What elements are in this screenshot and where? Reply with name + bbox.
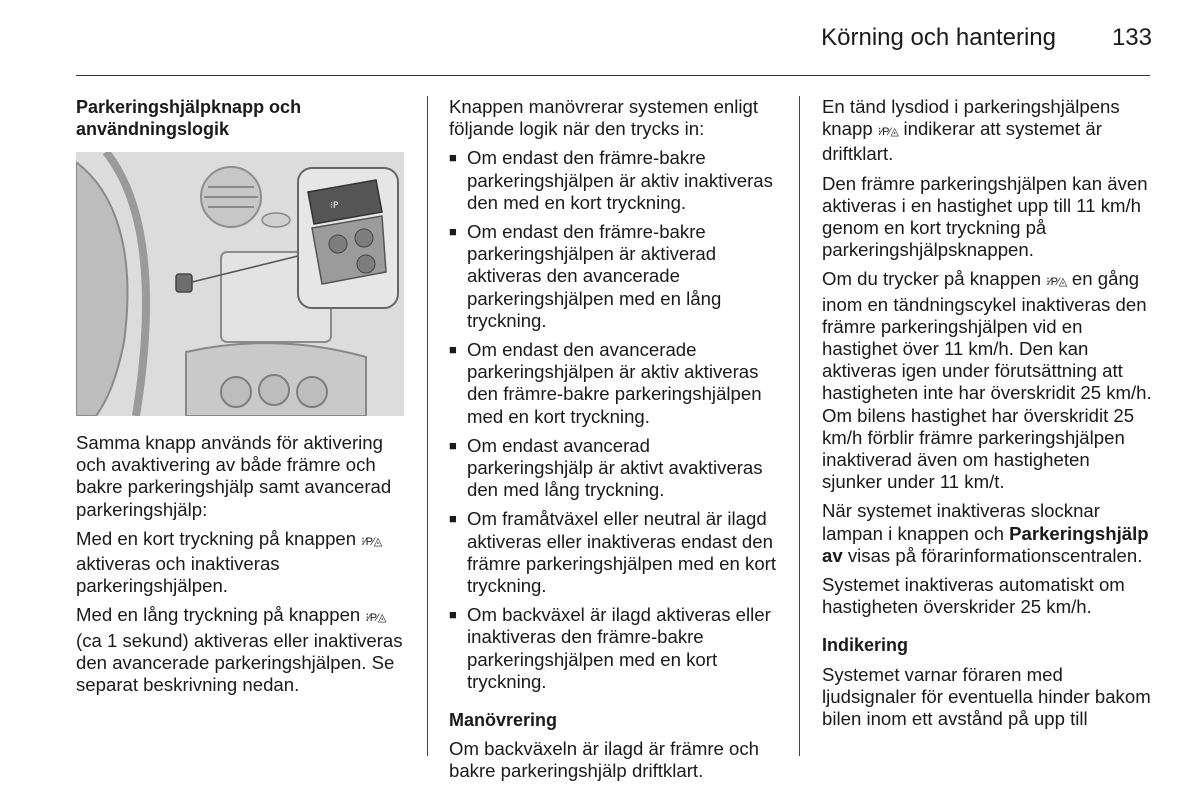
text-fragment: När systemet inaktiveras slocknar lampan i knappen och: [822, 500, 1100, 544]
list-item: ■ Om backväxel är ilagd aktiveras eller inaktiveras den främre-bakre parkeringshjälpen med en kort tryckning.: [449, 604, 779, 693]
list-item: ■ Om framåtväxel eller neutral är ilagd aktiveras eller inaktiveras endast den främre parkeringshjälpen med en kort tryckning.: [449, 508, 779, 597]
page-number: 133: [1111, 24, 1152, 51]
column-2: [449, 96, 779, 790]
list-item: ■ Om endast den främre-bakre parkeringshjälpen är aktiverad aktiveras den avancerade parkeringshjälpen med en lång tryckning.: [449, 221, 779, 332]
paragraph-long-press: [76, 604, 411, 696]
intro-paragraph: Knappen manövrerar systemen enligt följande logik när den trycks in:: [449, 96, 759, 140]
park-assist-icon: ⁝⁄P⁄◬: [877, 126, 899, 139]
paragraph-short-press: [76, 528, 411, 598]
park-assist-icon: ⁝⁄P⁄◬: [365, 612, 386, 625]
column-3: [822, 96, 1152, 737]
text-fragment: Om du trycker på knappen: [822, 268, 1042, 290]
column-divider-2: [799, 96, 800, 756]
list-item: ■ Om endast avancerad parkeringshjälp är aktivt avaktiveras den med lång tryckning.: [449, 435, 779, 502]
paragraph: Den främre parkeringshjälpen kan även aktiveras i en hastighet upp till 11 km/h genom en kort tryckning på parkeringshjälpsknappen.: [822, 172, 1148, 261]
text-fragment: indikerar att systemet är driftklart.: [822, 118, 1102, 165]
text-fragment: En tänd lysdiod i parkeringshjälpens knapp: [822, 96, 1120, 140]
paragraph-led: [822, 96, 1152, 166]
text-fragment: Med en lång tryckning på knappen: [76, 604, 361, 626]
paragraph: Samma knapp används för aktivering och avaktivering av både främre och bakre parkeringshjälp samt avancerad parkeringshjälp:: [76, 432, 392, 520]
text-fragment: Med en kort tryckning på knappen: [76, 527, 357, 549]
section-heading: Indikering: [822, 635, 909, 656]
column-1-body: [76, 432, 411, 703]
paragraph-speed: [822, 268, 1152, 493]
column-1: [76, 96, 411, 147]
paragraph: Om backväxeln är ilagd är främre och bakre parkeringshjälp driftklart.: [449, 738, 760, 782]
park-assist-icon: ⁝⁄P⁄◬: [1046, 276, 1067, 289]
paragraph-deactivate: [822, 500, 1152, 567]
display-message: Parkeringshjälp av: [822, 522, 1149, 566]
paragraph: Systemet varnar föraren med ljudsignaler för eventuella hinder bakom bilen inom ett avstånd på upp till: [822, 663, 1151, 730]
list-item: ■ Om endast den avancerade parkeringshjälpen är aktiv aktiveras den främre-bakre parkeringshjälpen med en kort tryckning.: [449, 339, 779, 428]
section-heading: Parkeringshjälpknapp och användningslogik: [76, 97, 302, 140]
dashboard-illustration: [76, 152, 404, 416]
svg-text:⁝P: ⁝P: [330, 201, 339, 211]
paragraph: Systemet inaktiveras automatiskt om hastigheten överskrider 25 km/h.: [822, 574, 1125, 618]
column-divider-1: [427, 96, 428, 756]
logic-list: [449, 147, 779, 693]
park-assist-icon: ⁝⁄P⁄◬: [361, 535, 382, 548]
section-heading: Manövrering: [449, 710, 558, 731]
text-fragment: visas på förarinformationscentralen.: [847, 544, 1143, 566]
page-header-title: Körning och hantering: [821, 24, 1056, 51]
text-fragment: en gång inom en tändningscykel inaktiveras den främre parkeringshjälpen vid en hastighet över 11 km/h. Den kan aktiveras igen under förutsättning att hastigheten inte har överskridit 25 km/h. Om bilens hastighet har överskridit 25 km/h förblir främre parkeringshjälpen inaktiverad även om hastigheten sjunker under 11 km/t.: [822, 268, 1152, 493]
list-item: ■ Om endast den främre-bakre parkeringshjälpen är aktiv inaktiveras den med en kort tryckning.: [449, 147, 779, 214]
header-rule: [76, 75, 1150, 76]
text-fragment: aktiveras och inaktiveras parkeringshjälpen.: [76, 553, 280, 597]
text-fragment: (ca 1 sekund) aktiveras eller inaktiveras den avancerade parkeringshjälpen. Se separat beskrivning nedan.: [76, 629, 403, 696]
